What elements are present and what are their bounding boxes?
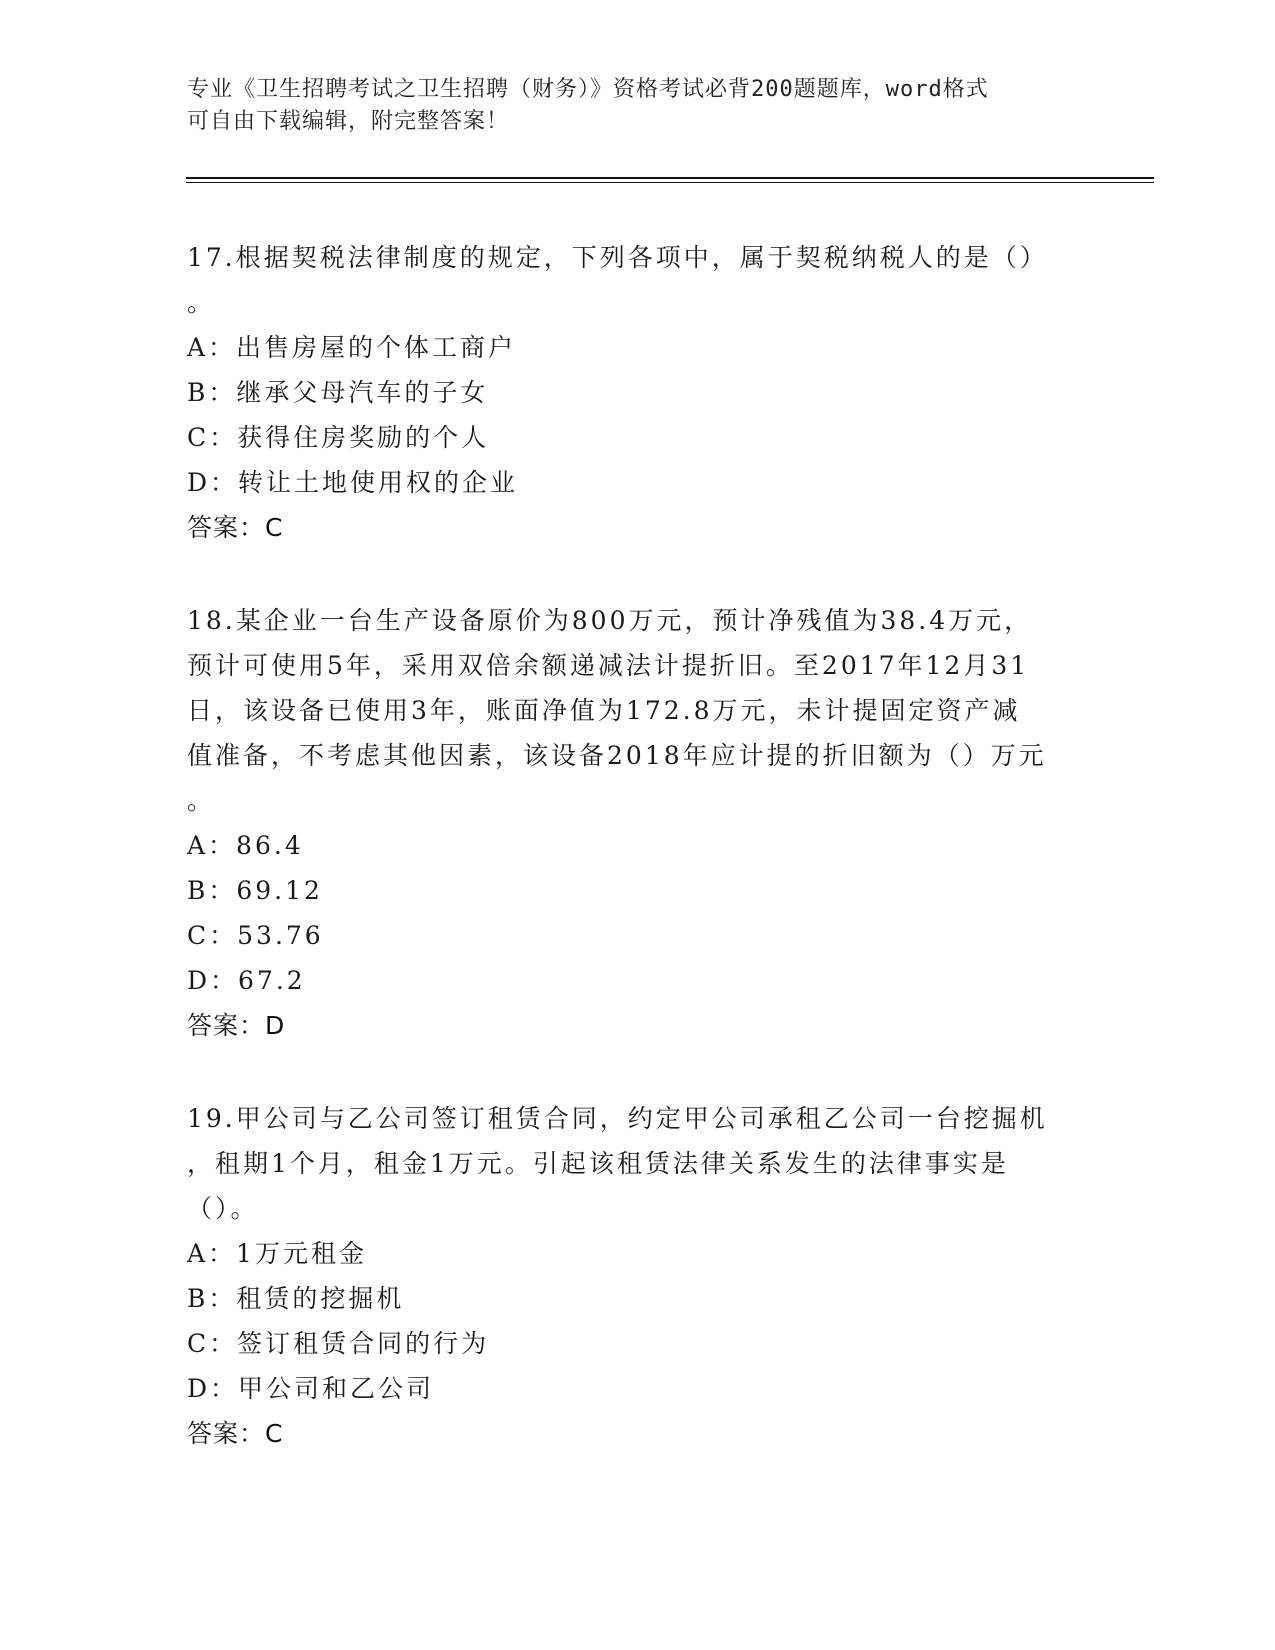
header-divider-thin <box>186 182 1154 183</box>
option-c: C：获得住房奖励的个人 <box>187 423 490 452</box>
question-text-line: 值准备，不考虑其他因素，该设备2018年应计提的折旧额为（）万元 <box>187 741 1047 770</box>
option-a: A：86.4 <box>187 831 304 860</box>
option-c: C：签订租赁合同的行为 <box>187 1329 490 1358</box>
question-text-line: 预计可使用5年，采用双倍余额递减法计提折旧。至2017年12月31 <box>187 651 1030 680</box>
option-b: B：69.12 <box>187 876 323 905</box>
question-text-line: 。 <box>187 786 216 815</box>
option-a: A：出售房屋的个体工商户 <box>187 333 517 362</box>
question-text-line: ，租期1个月，租金1万元。引起该租赁法律关系发生的法律事实是 <box>187 1149 1009 1178</box>
option-a: A：1万元租金 <box>187 1239 367 1268</box>
option-b: B：租赁的挖掘机 <box>187 1284 405 1313</box>
question-text-line: 17.根据契税法律制度的规定，下列各项中，属于契税纳税人的是（） <box>187 243 1048 272</box>
option-b: B：继承父母汽车的子女 <box>187 378 489 407</box>
question-18 <box>187 598 1077 1048</box>
question-text-line: 日，该设备已使用3年，账面净值为172.8万元，未计提固定资产减 <box>187 696 1021 725</box>
header-divider-thick <box>186 177 1154 179</box>
question-17 <box>187 235 1077 550</box>
question-text-line: 18.某企业一台生产设备原价为800万元，预计净残值为38.4万元， <box>187 606 1033 635</box>
question-text-line: 。 <box>187 288 216 317</box>
document-header <box>187 74 1087 138</box>
answer-label: 答案：C <box>187 513 284 542</box>
answer-label: 答案：C <box>187 1419 284 1448</box>
option-d: D：甲公司和乙公司 <box>187 1374 435 1403</box>
question-text-line: 19.甲公司与乙公司签订租赁合同，约定甲公司承租乙公司一台挖掘机 <box>187 1104 1048 1133</box>
question-19 <box>187 1096 1077 1456</box>
option-c: C：53.76 <box>187 921 324 950</box>
option-d: D：转让土地使用权的企业 <box>187 468 519 497</box>
question-text-line: （）。 <box>187 1194 259 1223</box>
option-d: D：67.2 <box>187 966 306 995</box>
header-line-1: 专业《卫生招聘考试之卫生招聘（财务）》资格考试必背200题题库，word格式 <box>187 77 989 102</box>
answer-label: 答案：D <box>187 1011 286 1040</box>
header-line-2: 可自由下载编辑，附完整答案！ <box>187 109 510 134</box>
